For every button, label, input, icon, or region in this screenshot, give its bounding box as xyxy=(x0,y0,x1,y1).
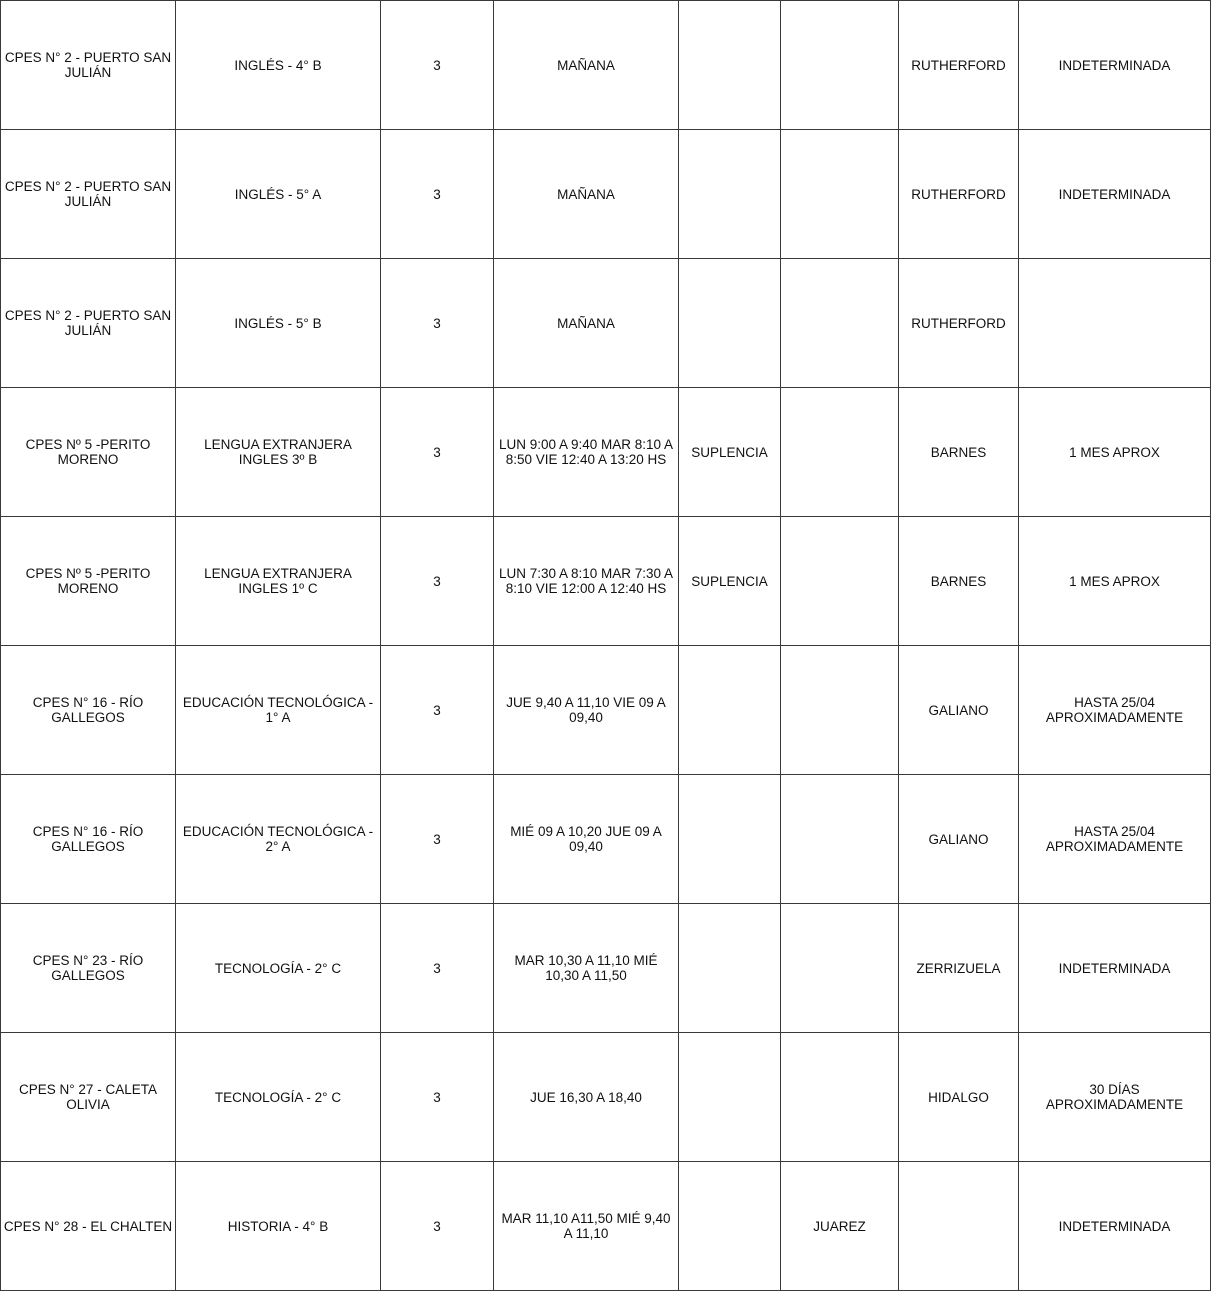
replaced-cell xyxy=(781,904,899,1033)
school-cell: CPES N° 16 - RÍO GALLEGOS xyxy=(1,775,176,904)
schedule-cell: MAR 11,10 A11,50 MIÉ 9,40 A 11,10 xyxy=(494,1162,679,1291)
type-cell: SUPLENCIA xyxy=(679,388,781,517)
table-body xyxy=(1,1,1211,1291)
table-row xyxy=(1,1162,1211,1291)
schedule-cell: JUE 9,40 A 11,10 VIE 09 A 09,40 xyxy=(494,646,679,775)
table-row xyxy=(1,130,1211,259)
school-cell: CPES N° 27 - CALETA OLIVIA xyxy=(1,1033,176,1162)
duration-cell: INDETERMINADA xyxy=(1019,904,1211,1033)
schedule-cell: JUE 16,30 A 18,40 xyxy=(494,1033,679,1162)
schedule-cell: MAÑANA xyxy=(494,259,679,388)
schedule-cell: MAR 10,30 A 11,10 MIÉ 10,30 A 11,50 xyxy=(494,904,679,1033)
subject-cell: INGLÉS - 4° B xyxy=(176,1,381,130)
hours-cell: 3 xyxy=(381,130,494,259)
duration-cell: INDETERMINADA xyxy=(1019,130,1211,259)
type-cell xyxy=(679,1033,781,1162)
type-cell xyxy=(679,775,781,904)
subject-cell: HISTORIA - 4° B xyxy=(176,1162,381,1291)
teacher-cell: ZERRIZUELA xyxy=(899,904,1019,1033)
school-cell: CPES N° 2 - PUERTO SAN JULIÁN xyxy=(1,130,176,259)
schedule-cell: LUN 9:00 A 9:40 MAR 8:10 A 8:50 VIE 12:40 A 13:20 HS xyxy=(494,388,679,517)
table-row xyxy=(1,904,1211,1033)
schedule-cell: LUN 7:30 A 8:10 MAR 7:30 A 8:10 VIE 12:00 A 12:40 HS xyxy=(494,517,679,646)
duration-cell: INDETERMINADA xyxy=(1019,1,1211,130)
type-cell xyxy=(679,904,781,1033)
table-row xyxy=(1,646,1211,775)
duration-cell xyxy=(1019,259,1211,388)
replaced-cell xyxy=(781,259,899,388)
hours-cell: 3 xyxy=(381,775,494,904)
hours-cell: 3 xyxy=(381,646,494,775)
type-cell xyxy=(679,259,781,388)
duration-cell: HASTA 25/04 APROXIMADAMENTE xyxy=(1019,775,1211,904)
teacher-cell: RUTHERFORD xyxy=(899,259,1019,388)
subject-cell: TECNOLOGÍA - 2° C xyxy=(176,904,381,1033)
hours-cell: 3 xyxy=(381,388,494,517)
duration-cell: HASTA 25/04 APROXIMADAMENTE xyxy=(1019,646,1211,775)
type-cell xyxy=(679,130,781,259)
subject-cell: INGLÉS - 5° B xyxy=(176,259,381,388)
schedule-cell: MAÑANA xyxy=(494,1,679,130)
replaced-cell: JUAREZ xyxy=(781,1162,899,1291)
duration-cell: 30 DÍAS APROXIMADAMENTE xyxy=(1019,1033,1211,1162)
hours-cell: 3 xyxy=(381,1,494,130)
school-cell: CPES Nº 5 -PERITO MORENO xyxy=(1,388,176,517)
replaced-cell xyxy=(781,517,899,646)
table-row xyxy=(1,259,1211,388)
replaced-cell xyxy=(781,646,899,775)
replaced-cell xyxy=(781,1,899,130)
type-cell xyxy=(679,1,781,130)
school-cell: CPES N° 2 - PUERTO SAN JULIÁN xyxy=(1,259,176,388)
teacher-cell: HIDALGO xyxy=(899,1033,1019,1162)
hours-cell: 3 xyxy=(381,904,494,1033)
table-row xyxy=(1,517,1211,646)
teacher-cell: BARNES xyxy=(899,388,1019,517)
replaced-cell xyxy=(781,1033,899,1162)
table-row xyxy=(1,775,1211,904)
subject-cell: EDUCACIÓN TECNOLÓGICA - 1° A xyxy=(176,646,381,775)
teacher-cell: GALIANO xyxy=(899,775,1019,904)
hours-cell: 3 xyxy=(381,259,494,388)
table-row xyxy=(1,1033,1211,1162)
type-cell xyxy=(679,1162,781,1291)
subject-cell: LENGUA EXTRANJERA INGLES 1º C xyxy=(176,517,381,646)
schedule-cell: MIÉ 09 A 10,20 JUE 09 A 09,40 xyxy=(494,775,679,904)
subject-cell: EDUCACIÓN TECNOLÓGICA - 2° A xyxy=(176,775,381,904)
subject-cell: TECNOLOGÍA - 2° C xyxy=(176,1033,381,1162)
table-row xyxy=(1,388,1211,517)
subject-cell: INGLÉS - 5° A xyxy=(176,130,381,259)
hours-cell: 3 xyxy=(381,517,494,646)
school-cell: CPES N° 23 - RÍO GALLEGOS xyxy=(1,904,176,1033)
school-cell: CPES N° 28 - EL CHALTEN xyxy=(1,1162,176,1291)
teacher-cell: GALIANO xyxy=(899,646,1019,775)
school-cell: CPES N° 16 - RÍO GALLEGOS xyxy=(1,646,176,775)
subject-cell: LENGUA EXTRANJERA INGLES 3º B xyxy=(176,388,381,517)
type-cell: SUPLENCIA xyxy=(679,517,781,646)
replaced-cell xyxy=(781,775,899,904)
teacher-cell: BARNES xyxy=(899,517,1019,646)
hours-cell: 3 xyxy=(381,1162,494,1291)
teacher-cell xyxy=(899,1162,1019,1291)
school-cell: CPES Nº 5 -PERITO MORENO xyxy=(1,517,176,646)
table-row xyxy=(1,1,1211,130)
teacher-cell: RUTHERFORD xyxy=(899,1,1019,130)
replaced-cell xyxy=(781,388,899,517)
hours-cell: 3 xyxy=(381,1033,494,1162)
type-cell xyxy=(679,646,781,775)
replaced-cell xyxy=(781,130,899,259)
teacher-cell: RUTHERFORD xyxy=(899,130,1019,259)
duration-cell: INDETERMINADA xyxy=(1019,1162,1211,1291)
school-cell: CPES N° 2 - PUERTO SAN JULIÁN xyxy=(1,1,176,130)
schedule-cell: MAÑANA xyxy=(494,130,679,259)
duration-cell: 1 MES APROX xyxy=(1019,517,1211,646)
duration-cell: 1 MES APROX xyxy=(1019,388,1211,517)
